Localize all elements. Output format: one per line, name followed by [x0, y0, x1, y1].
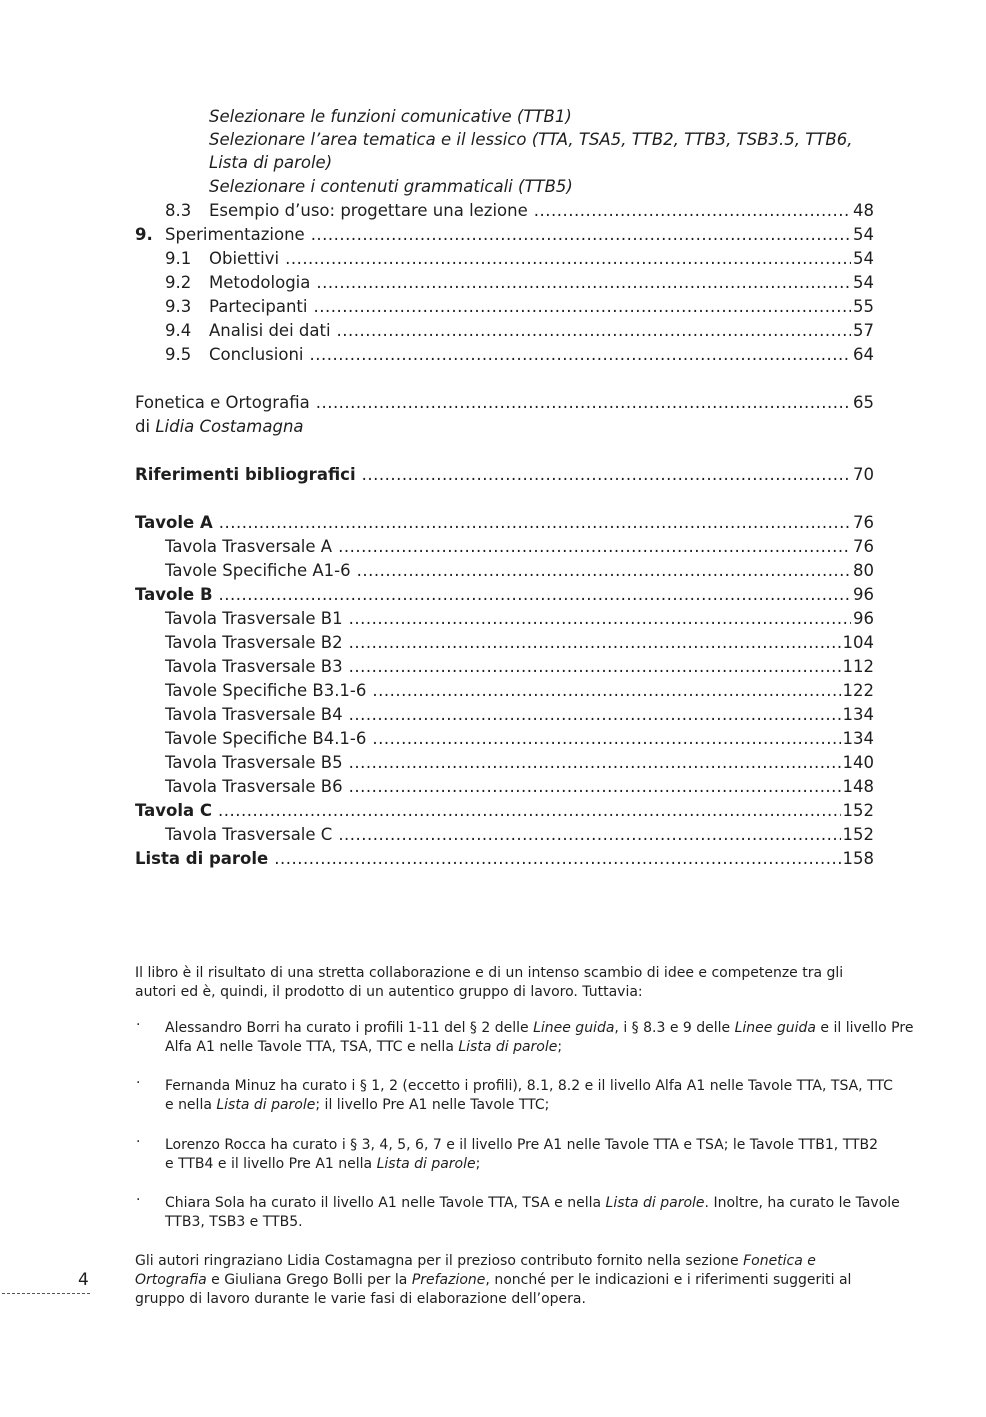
text-run: Chiara Sola ha curato il livello A1 nelle Tavole TTA, TSA e nella: [165, 1195, 606, 1211]
intro-line: [135, 964, 843, 983]
credit-line: [165, 1155, 480, 1174]
toc-entry-page: 112: [842, 657, 874, 676]
text-run: gruppo di lavoro durante le varie fasi di elaborazione dell’opera.: [135, 1291, 586, 1307]
text-run: . Inoltre, ha curato le Tavole: [704, 1195, 900, 1211]
toc-entry-title: Tavola Trasversale C: [165, 825, 333, 844]
toc-leader-dots: [313, 296, 851, 318]
toc-entry-title: Tavola Trasversale B3: [165, 657, 343, 676]
text-run: Prefazione: [411, 1272, 486, 1288]
toc-entry[interactable]: [0, 224, 986, 246]
toc-entry-number: 9.2: [165, 273, 192, 292]
toc-entry-page: 152: [842, 825, 874, 844]
toc-leader-dots: [534, 200, 851, 222]
toc-entry[interactable]: [0, 320, 986, 342]
text-run: Alessandro Borri ha curato i profili 1-11 del § 2 delle: [165, 1020, 534, 1036]
toc-leader-dots: [218, 800, 841, 822]
bullet-marker: ·: [136, 1192, 141, 1208]
text-run: Lista di parole: [216, 1097, 316, 1113]
toc-entry-number: 9.4: [165, 321, 192, 340]
toc-entry-page: 54: [853, 225, 874, 244]
bullet-marker: ·: [136, 1017, 141, 1033]
toc-entry[interactable]: [0, 848, 986, 870]
toc-leader-dots: [372, 728, 840, 750]
toc-entry-page: 134: [842, 729, 874, 748]
toc-entry[interactable]: [0, 776, 986, 798]
toc-entry-number: 9.3: [165, 297, 192, 316]
credit-line: [165, 1077, 893, 1096]
toc-entry[interactable]: [0, 752, 986, 774]
toc-entry[interactable]: [0, 200, 986, 222]
toc-leader-dots: [338, 536, 851, 558]
toc-leader-dots: [357, 560, 851, 582]
intro-line: [135, 983, 643, 1002]
text-run: Lista di parole: [458, 1039, 558, 1055]
toc-entry[interactable]: [0, 344, 986, 366]
toc-entry-title: Partecipanti: [209, 297, 308, 316]
toc-entry-page: 65: [853, 393, 874, 412]
text-run: Il libro è il risultato di una stretta collaborazione e di un intenso scambio di idee e competenze tra gli: [135, 965, 844, 981]
toc-entry-title: Lista di parole: [135, 849, 269, 868]
toc-entry-page: 55: [853, 297, 874, 316]
toc-entry-page: 64: [853, 345, 874, 364]
text-run: ; il livello Pre A1 nelle Tavole TTC;: [315, 1097, 550, 1113]
toc-entry-page: 76: [853, 537, 874, 556]
toc-entry-page: 80: [853, 561, 874, 580]
page-number-rule: [2, 1293, 90, 1294]
text-run: , i § 8.3 e 9 delle: [614, 1020, 735, 1036]
text-run: e nella: [165, 1097, 217, 1113]
toc-leader-dots: [316, 272, 851, 294]
text-run: Linee guida: [533, 1020, 615, 1036]
toc-entry[interactable]: [0, 248, 986, 270]
toc-entry[interactable]: [0, 608, 986, 630]
toc-entry-title: Conclusioni: [209, 345, 304, 364]
credit-line: [165, 1019, 913, 1038]
toc-leader-dots: [362, 464, 851, 486]
toc-entry-title: Tavola Trasversale B4: [165, 705, 343, 724]
continuation-line: Lista di parole): [209, 153, 333, 172]
toc-entry-title: Tavola Trasversale B2: [165, 633, 343, 652]
text-run: Fonetica e: [743, 1253, 816, 1269]
continuation-line: Selezionare le funzioni comunicative (TTB1): [209, 107, 572, 126]
text-run: Gli autori ringraziano Lidia Costamagna per il prezioso contributo fornito nella sezione: [135, 1253, 744, 1269]
toc-leader-dots: [349, 776, 841, 798]
toc-entry-number: 8.3: [165, 201, 192, 220]
author-credit: [135, 416, 304, 438]
toc-leader-dots: [337, 320, 851, 342]
toc-entry-page: 54: [853, 249, 874, 268]
toc-entry-page: 76: [853, 513, 874, 532]
toc-entry-title: Tavola Trasversale A: [165, 537, 333, 556]
toc-leader-dots: [310, 344, 851, 366]
toc-leader-dots: [219, 584, 851, 606]
text-run: TTB3, TSB3 e TTB5.: [165, 1214, 303, 1230]
toc-leader-dots: [349, 752, 841, 774]
thanks-line: [135, 1252, 816, 1271]
toc-entry-number: 9.5: [165, 345, 192, 364]
text-run: Linee guida: [734, 1020, 816, 1036]
author-prefix: di: [135, 417, 156, 436]
credit-line: [165, 1038, 562, 1057]
text-run: e Giuliana Grego Bolli per la: [206, 1272, 412, 1288]
toc-entry-page: 158: [842, 849, 874, 868]
toc-leader-dots: [349, 704, 841, 726]
toc-entry-page: 48: [853, 201, 874, 220]
credit-line: [165, 1096, 549, 1115]
text-run: Fernanda Minuz ha curato i § 1, 2 (eccetto i profili), 8.1, 8.2 e il livello Alfa A1 nelle Tavole TTA, TSA, TTC: [165, 1078, 893, 1094]
credit-line: [165, 1136, 878, 1155]
toc-entry-title: Metodologia: [209, 273, 311, 292]
toc-entry-number: 9.1: [165, 249, 192, 268]
toc-entry-page: 140: [842, 753, 874, 772]
toc-entry[interactable]: [0, 824, 986, 846]
toc-leader-dots: [219, 512, 851, 534]
continuation-line: Selezionare l’area tematica e il lessico (TTA, TSA5, TTB2, TTB3, TSB3.5, TTB6,: [209, 130, 853, 149]
toc-entry-title: Sperimentazione: [165, 225, 305, 244]
toc-entry[interactable]: [0, 656, 986, 678]
text-run: Lista di parole: [376, 1156, 476, 1172]
toc-entry[interactable]: [0, 704, 986, 726]
toc-entry-title: Tavola Trasversale B6: [165, 777, 343, 796]
text-run: , nonché per le indicazioni e i riferimenti suggeriti al: [485, 1272, 852, 1288]
toc-entry-page: 54: [853, 273, 874, 292]
toc-entry-page: 122: [842, 681, 874, 700]
toc-entry[interactable]: [0, 800, 986, 822]
toc-entry-page: 96: [853, 585, 874, 604]
page-number: 4: [78, 1270, 89, 1290]
text-run: ;: [557, 1039, 563, 1055]
toc-leader-dots: [338, 824, 840, 846]
toc-entry-title: Tavole B: [135, 585, 213, 604]
text-run: ;: [475, 1156, 481, 1172]
toc-entry-title: Tavole Specifiche A1-6: [165, 561, 351, 580]
bullet-marker: ·: [136, 1134, 141, 1150]
toc-entry-title: Esempio d’uso: progettare una lezione: [209, 201, 528, 220]
toc-entry-title: Tavola Trasversale B1: [165, 609, 343, 628]
text-run: Alfa A1 nelle Tavole TTA, TSA, TTC e nella: [165, 1039, 459, 1055]
toc-leader-dots: [274, 848, 840, 870]
toc-leader-dots: [349, 656, 841, 678]
toc-entry-title: Riferimenti bibliografici: [135, 465, 356, 484]
bullet-marker: ·: [136, 1075, 141, 1091]
toc-entry-page: 148: [842, 777, 874, 796]
toc-entry-page: 96: [853, 609, 874, 628]
toc-entry-page: 134: [842, 705, 874, 724]
thanks-line: [135, 1271, 851, 1290]
toc-entry[interactable]: [0, 584, 986, 606]
toc-leader-dots: [372, 680, 840, 702]
toc-entry[interactable]: [0, 680, 986, 702]
author-name: Lidia Costamagna: [155, 417, 304, 436]
toc-entry[interactable]: [0, 464, 986, 486]
toc-entry-page: 104: [842, 633, 874, 652]
toc-entry-number: 9.: [135, 225, 153, 244]
text-run: Lorenzo Rocca ha curato i § 3, 4, 5, 6, 7 e il livello Pre A1 nelle Tavole TTA e TSA; le Tavole TTB1, TTB2: [165, 1137, 879, 1153]
toc-entry-title: Tavola C: [135, 801, 212, 820]
text-run: autori ed è, quindi, il prodotto di un autentico gruppo di lavoro. Tuttavia:: [135, 984, 643, 1000]
text-run: e TTB4 e il livello Pre A1 nella: [165, 1156, 377, 1172]
toc-entry[interactable]: [0, 512, 986, 534]
toc-entry[interactable]: [0, 272, 986, 294]
toc-entry-title: Tavole Specifiche B4.1-6: [165, 729, 367, 748]
toc-entry[interactable]: [0, 728, 986, 750]
continuation-line: Selezionare i contenuti grammaticali (TTB5): [209, 177, 573, 196]
toc-entry[interactable]: [0, 560, 986, 582]
text-run: e il livello Pre: [815, 1020, 914, 1036]
toc-entry-page: 152: [842, 801, 874, 820]
credit-line: [165, 1213, 303, 1232]
toc-entry-title: Tavola Trasversale B5: [165, 753, 343, 772]
toc-entry-title: Tavole A: [135, 513, 213, 532]
text-run: Ortografia: [135, 1272, 207, 1288]
toc-entry[interactable]: [0, 392, 986, 414]
toc-leader-dots: [349, 632, 841, 654]
toc-entry[interactable]: [0, 632, 986, 654]
toc-leader-dots: [316, 392, 851, 414]
thanks-line: [135, 1290, 586, 1309]
toc-entry[interactable]: [0, 536, 986, 558]
toc-entry[interactable]: [0, 296, 986, 318]
toc-leader-dots: [311, 224, 851, 246]
toc-entry-page: 70: [853, 465, 874, 484]
toc-leader-dots: [349, 608, 851, 630]
toc-entry-page: 57: [853, 321, 874, 340]
toc-entry-title: Obiettivi: [209, 249, 280, 268]
credit-line: [165, 1194, 900, 1213]
toc-entry-title: Fonetica e Ortografia: [135, 393, 310, 412]
toc-leader-dots: [285, 248, 851, 270]
toc-entry-title: Analisi dei dati: [209, 321, 331, 340]
text-run: Lista di parole: [605, 1195, 705, 1211]
toc-entry-title: Tavole Specifiche B3.1-6: [165, 681, 367, 700]
